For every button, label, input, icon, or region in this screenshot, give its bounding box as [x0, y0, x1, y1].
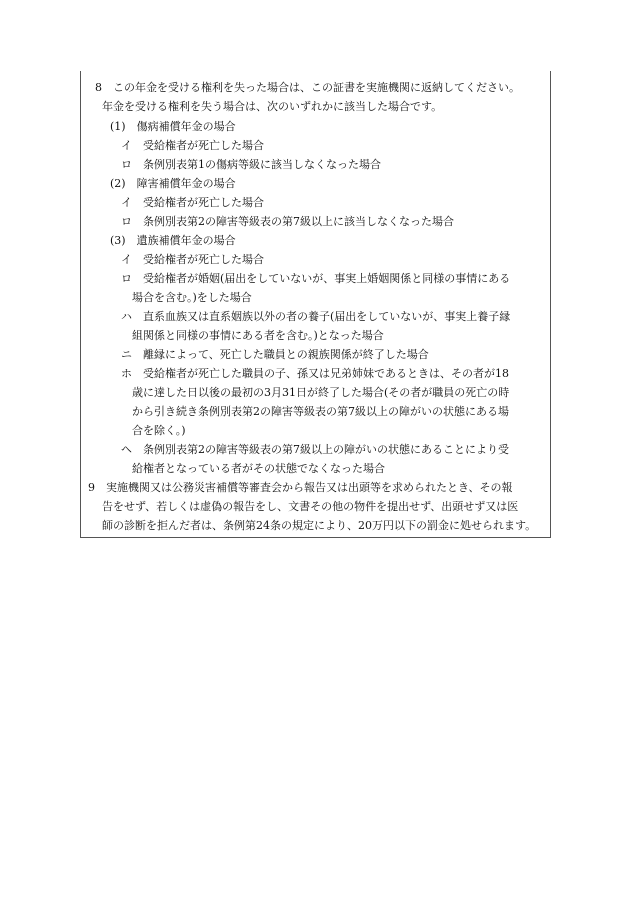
sub-1-i: イ 受給権者が死亡した場合: [121, 139, 264, 152]
sub-1-ro: ロ 条例別表第1の傷病等級に該当しなくなった場合: [121, 158, 381, 171]
sub-1-heading: (1) 傷病補償年金の場合: [110, 120, 236, 133]
sub-2-heading: (2) 障害補償年金の場合: [110, 177, 236, 190]
sub-3-i: イ 受給権者が死亡した場合: [121, 253, 264, 266]
sub-3-ro-line-1: ロ 受給権者が婚姻(届出をしていないが、事実上婚姻関係と同様の事情にある: [121, 272, 511, 285]
sub-3-ro-line-2: 場合を含む。)をした場合: [132, 291, 252, 304]
sub-3-ho-line-4: 合を除く。): [132, 424, 186, 437]
sub-3-he-line-1: ヘ 条例別表第2の障害等級表の第7級以上の障がいの状態にあることにより受: [121, 443, 509, 456]
item-8-line-2: 年金を受ける権利を失う場合は、次のいずれかに該当した場合です。: [102, 100, 443, 113]
sub-2-ro: ロ 条例別表第2の障害等級表の第7級以上に該当しなくなった場合: [121, 215, 454, 228]
sub-3-he-line-2: 給権者となっている者がその状態でなくなった場合: [132, 462, 385, 475]
sub-3-ho-line-1: ホ 受給権者が死亡した職員の子、孫又は兄弟姉妹であるときは、その者が18: [121, 367, 509, 380]
sub-3-ho-line-2: 歳に達した日以後の最初の3月31日が終了した場合(その者が職員の死亡の時: [132, 386, 510, 399]
item-9-line-2: 告をせず、若しくは虚偽の報告をし、文書その他の物件を提出せず、出頭せず又は医: [102, 500, 519, 513]
sub-3-heading: (3) 遺族補償年金の場合: [110, 234, 236, 247]
sub-2-i: イ 受給権者が死亡した場合: [121, 196, 264, 209]
item-9-line-1: 9 実施機関又は公務災害補償等審査会から報告又は出頭等を求められたとき、その報: [88, 481, 513, 494]
sub-3-ho-line-3: から引き続き条例別表第2の障害等級表の第7級以上の障がいの状態にある場: [132, 405, 509, 418]
item-8-line-1: 8 この年金を受ける権利を失った場合は、この証書を実施機関に返納してください。: [95, 81, 520, 94]
sub-3-ha-line-2: 組関係と同様の事情にある者を含む。)となった場合: [132, 329, 384, 342]
sub-3-ni: ニ 離縁によって、死亡した職員との親族関係が終了した場合: [121, 348, 429, 361]
item-9-line-3: 師の診断を拒んだ者は、条例第24条の規定により、20万円以下の罰金に処せられます。: [102, 519, 537, 532]
sub-3-ha-line-1: ハ 直系血族又は直系姻族以外の者の養子(届出をしていないが、事実上養子縁: [121, 310, 511, 323]
